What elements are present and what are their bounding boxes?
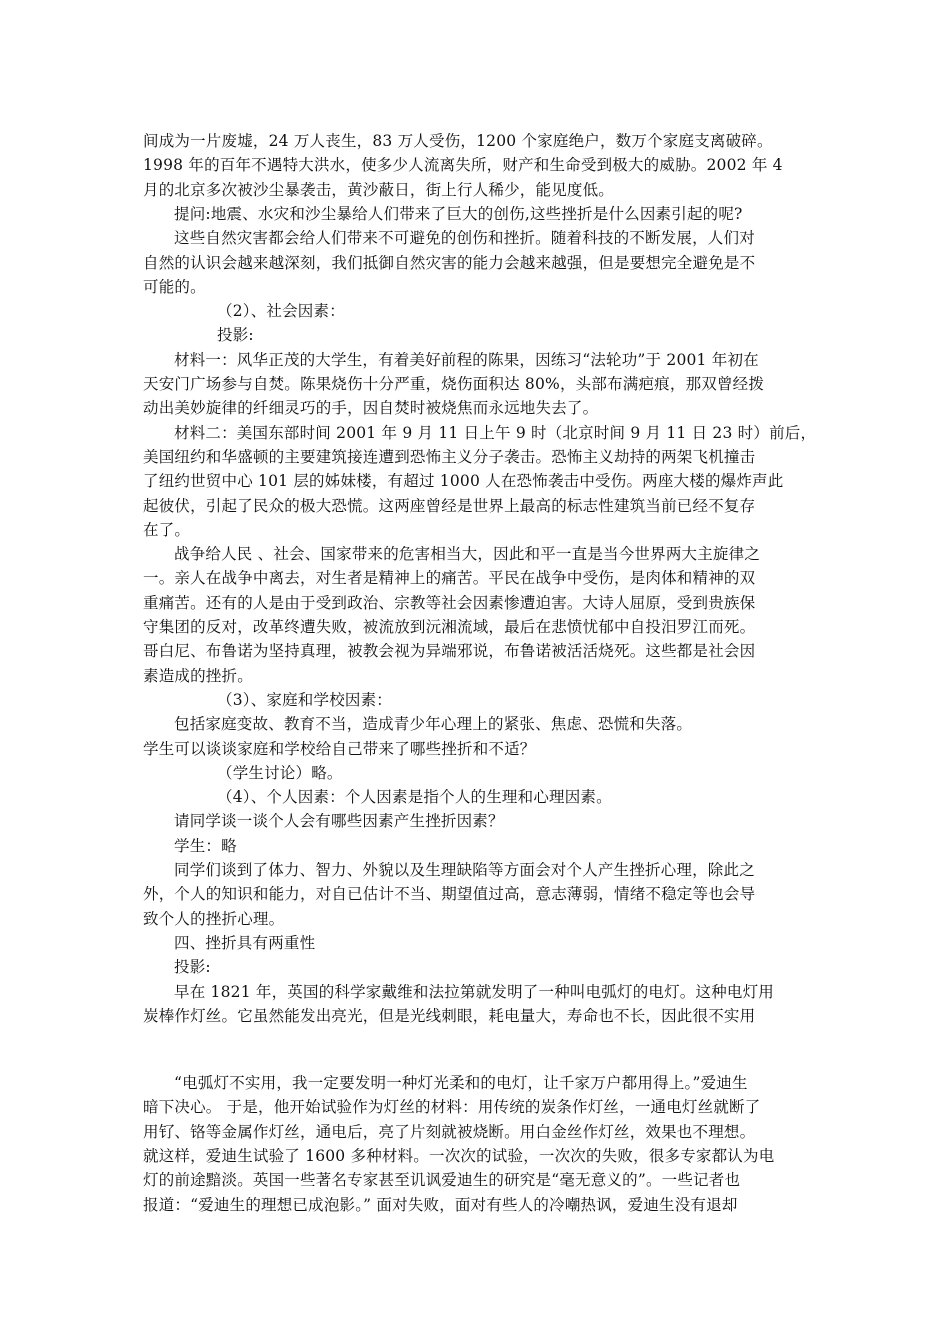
- text-line: 用钌、铬等金属作灯丝，通电后，亮了片刻就被烧断。用白金丝作灯丝，效果也不理想。: [143, 1122, 756, 1141]
- text-line: 同学们谈到了体力、智力、外貌以及生理缺陷等方面会对个人产生挫折心理，除此之: [174, 861, 755, 879]
- text-line: 起彼伏，引起了民众的极大恐慌。这两座曾经是世界上最高的标志性建筑当前已经不复存: [143, 496, 756, 515]
- text-line: 报道：“爱迪生的理想已成泡影。” 面对失败，面对有些人的冷嘲热讽，爱迪生没有退却: [143, 1195, 738, 1214]
- text-line: 投影:: [174, 958, 211, 977]
- text-line: 美国纽约和华盛顿的主要建筑接连遭到恐怖主义分子袭击。恐怖主义劫持的两架飞机撞击: [143, 447, 756, 466]
- text-line: 重痛苦。还有的人是由于受到政治、宗教等社会因素惨遭迫害。大诗人屈原，受到贵族保: [143, 593, 756, 612]
- text-line: 素造成的挫折。: [143, 666, 253, 685]
- text-line: （学生讨论）略。: [217, 763, 343, 782]
- text-line: 学生：略: [174, 836, 237, 855]
- text-line: 月的北京多次被沙尘暴袭击，黄沙蔽日，街上行人稀少，能见度低。: [143, 180, 615, 199]
- text-line: “电弧灯不实用，我一定要发明一种灯光柔和的电灯，让千家万户都用得上。”爱迪生: [174, 1074, 748, 1092]
- text-line: 一。亲人在战争中离去，对生者是精神上的痛苦。平民在战争中受伤，是肉体和精神的双: [143, 569, 756, 588]
- text-line: （2）、社会因素：: [217, 302, 345, 321]
- text-line: （4）、个人因素：个人因素是指个人的生理和心理因素。: [217, 788, 612, 807]
- text-line: 四、挫折具有两重性: [174, 933, 316, 952]
- text-line: 战争给人民 、社会、国家带来的危害相当大，因此和平一直是当今世界两大主旋律之: [174, 545, 761, 564]
- text-line: 守集团的反对，改革终遭失败，被流放到沅湘流域，最后在悲愤忧郁中自投汨罗江而死。: [143, 618, 756, 636]
- text-line: 提问:地震、水灾和沙尘暴给人们带来了巨大的创伤,这些挫折是什么因素引起的呢?: [174, 204, 743, 223]
- text-line: 学生可以谈谈家庭和学校给自己带来了哪些挫折和不适？: [143, 739, 536, 758]
- text-line: 材料二：美国东部时间 2001 年 9 月 11 日上午 9 时（北京时间 9 月 11 日 23 时）前后，: [174, 423, 817, 442]
- text-line: 请同学谈一谈个人会有哪些因素产生挫折因素？: [174, 812, 504, 831]
- text-line: 哥白尼、布鲁诺为坚持真理，被教会视为异端邪说，布鲁诺被活活烧死。这些都是社会因: [143, 642, 756, 661]
- text-line: 炭棒作灯丝。它虽然能发出亮光，但是光线刺眼，耗电量大，寿命也不长，因此很不实用: [143, 1006, 756, 1025]
- text-line: 材料一：风华正茂的大学生，有着美好前程的陈果，因练习“法轮功”于 2001 年初在: [174, 350, 759, 369]
- text-line: 灯的前途黯淡。英国一些著名专家甚至讥讽爱迪生的研究是“毫无意义的”。一些记者也: [143, 1171, 741, 1190]
- text-line: 间成为一片废墟，24 万人丧生，83 万人受伤，1200 个家庭绝户，数万个家庭支离破碎。: [143, 132, 773, 150]
- text-line: 1998 年的百年不遇特大洪水，使多少人流离失所，财产和生命受到极大的威胁。2002 年 4: [143, 156, 783, 175]
- text-line: 就这样，爱迪生试验了 1600 多种材料。一次次的试验，一次次的失败，很多专家都认为电: [143, 1146, 775, 1165]
- text-line: 这些自然灾害都会给人们带来不可避免的创伤和挫折。随着科技的不断发展，人们对: [174, 229, 755, 248]
- text-line: 包括家庭变故、教育不当，造成青少年心理上的紧张、焦虑、恐慌和失落。: [174, 715, 693, 734]
- text-line: 自然的认识会越来越深刻，我们抵御自然灾害的能力会越来越强，但是要想完全避免是不: [143, 253, 756, 272]
- text-line: 外，个人的知识和能力，对自已估计不当、期望值过高，意志薄弱，情绪不稳定等也会导: [143, 885, 756, 904]
- text-line: 天安门广场参与自焚。陈果烧伤十分严重，烧伤面积达 80%，头部布满疤痕，那双曾经拨: [143, 375, 765, 393]
- text-line: 动出美妙旋律的纤细灵巧的手，因自焚时被烧焦而永远地失去了。: [143, 399, 599, 418]
- text-line: 了纽约世贸中心 101 层的姊妹楼，有超过 1000 人在恐怖袭击中受伤。两座大楼的爆炸声此: [143, 472, 784, 491]
- text-line: 投影:: [217, 326, 254, 345]
- text-line: 早在 1821 年，英国的科学家戴维和法拉第就发明了一种叫电弧灯的电灯。这种电灯用: [174, 982, 775, 1001]
- text-line: （3）、家庭和学校因素：: [217, 690, 393, 709]
- text-line: 致个人的挫折心理。: [143, 909, 285, 928]
- text-line: 可能的。: [143, 277, 206, 296]
- text-line: 在了。: [143, 520, 191, 539]
- text-line: 暗下决心。 于是，他开始试验作为灯丝的材料：用传统的炭条作灯丝，一通电灯丝就断了: [143, 1098, 761, 1117]
